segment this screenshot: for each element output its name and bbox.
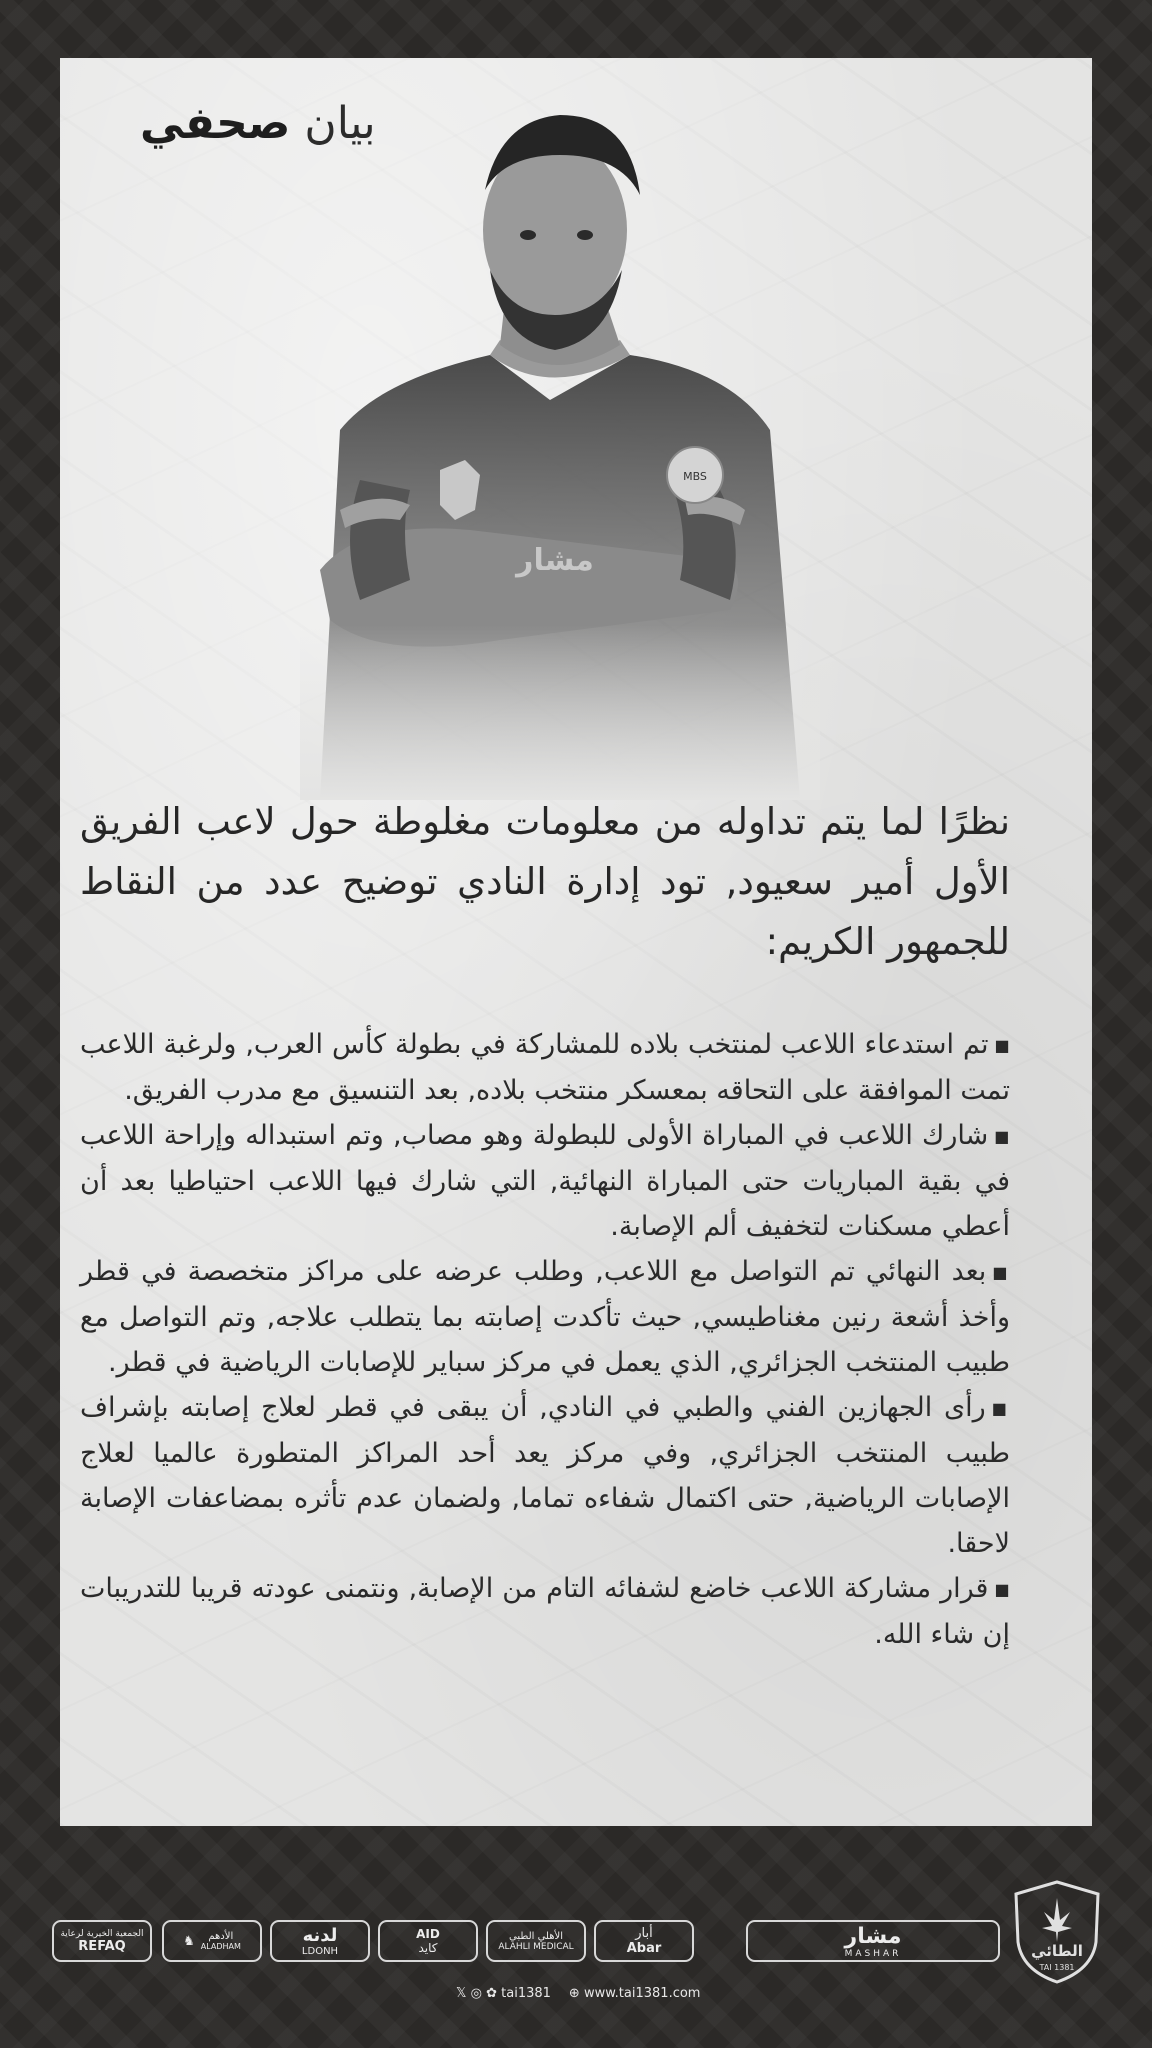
sponsor-abar[interactable]: أبار Abar xyxy=(594,1920,694,1962)
statement-points xyxy=(80,1022,1010,1657)
bullet-icon: ■ xyxy=(994,1580,1010,1599)
list-item: ■رأى الجهازين الفني والطبي في النادي, أن يبقى في قطر لعلاج إصابته بإشراف طبيب المنتخب الجزائري, وفي مركز يعد أحد المراكز المتطورة عالميا لعلاج الإصابات الرياضية, حتى اكتمال شفاءه تماما, ولضمان عدم تأثره بمضاعفات الإصابة لاحقا. xyxy=(80,1392,1011,1559)
club-name: الطائي xyxy=(1031,1942,1083,1960)
snapchat-icon: ✿ xyxy=(486,1986,498,2001)
bullet-icon: ■ xyxy=(991,1399,1011,1418)
intro-paragraph: نظرًا لما يتم تداوله من معلومات مغلوطة حول لاعب الفريق الأول أمير سعيود, تود إدارة النادي توضيح عدد من النقاط للجمهور الكريم: xyxy=(80,800,1010,963)
list-item: ■قرار مشاركة اللاعب خاضع لشفائه التام من الإصابة, ونتمنى عودته قريبا للتدريبات إن شاء الله. xyxy=(80,1573,1010,1650)
club-code: TAI 1381 xyxy=(1039,1963,1075,1972)
instagram-icon: ◎ xyxy=(470,1986,482,2001)
bullet-icon: ■ xyxy=(994,1036,1010,1055)
sponsor-mashar[interactable]: مشار MASHAR xyxy=(746,1920,1000,1962)
horse-icon: ♞ xyxy=(183,1933,195,1949)
sponsor-ldonh[interactable]: لدنه LDONH xyxy=(270,1920,370,1962)
list-item: ■بعد النهائي تم التواصل مع اللاعب, وطلب عرضه على مراكز متخصصة في قطر وأخذ أشعة رنين مغناطيسي, حيث تأكدت إصابته بما يتطلب علاجه, وتم التواصل مع طبيب المنتخب الجزائري, الذي يعمل في مركز سباير للإصابات الرياضية في قطر. xyxy=(80,1256,1010,1378)
sponsor-refaq[interactable]: الجمعية الخيرية لرعاية REFAQ xyxy=(52,1920,152,1962)
list-item: ■شارك اللاعب في المباراة الأولى للبطولة وهو مصاب, وتم استبداله وإراحة اللاعب في بقية المباريات حتى المباراة النهائية, التي شارك فيها اللاعب احتياطيا بعد أن أعطي مسكنات لتخفيف ألم الإصابة. xyxy=(80,1120,1010,1242)
social-handle-link[interactable]: 𝕏 ◎ ✿ tai1381 xyxy=(456,1986,551,2001)
globe-icon: ⊕ xyxy=(568,1986,580,2001)
bullet-icon: ■ xyxy=(992,1263,1010,1282)
player-photo xyxy=(300,100,820,800)
club-crest xyxy=(1012,1880,1102,1984)
bullet-icon: ■ xyxy=(994,1127,1010,1146)
sponsor-aladham[interactable]: ♞ الأدهم ALADHAM xyxy=(162,1920,262,1962)
social-links xyxy=(456,1986,700,2001)
list-item: ■تم استدعاء اللاعب لمنتخب بلاده للمشاركة في بطولة كأس العرب, ولرغبة اللاعب تمت الموافقة على التحاقه بمعسكر منتخب بلاده, بعد التنسيق مع مدرب الفريق. xyxy=(80,1029,1010,1106)
sponsor-alahli-medical[interactable]: الأهلي الطبي ALAHLI MEDICAL xyxy=(486,1920,586,1962)
website-link[interactable]: ⊕ www.tai1381.com xyxy=(568,1986,701,2001)
title-bold: صحفي xyxy=(140,98,291,149)
twitter-icon: 𝕏 xyxy=(456,1986,467,2001)
sponsor-aid[interactable]: AID كايد xyxy=(378,1920,478,1962)
